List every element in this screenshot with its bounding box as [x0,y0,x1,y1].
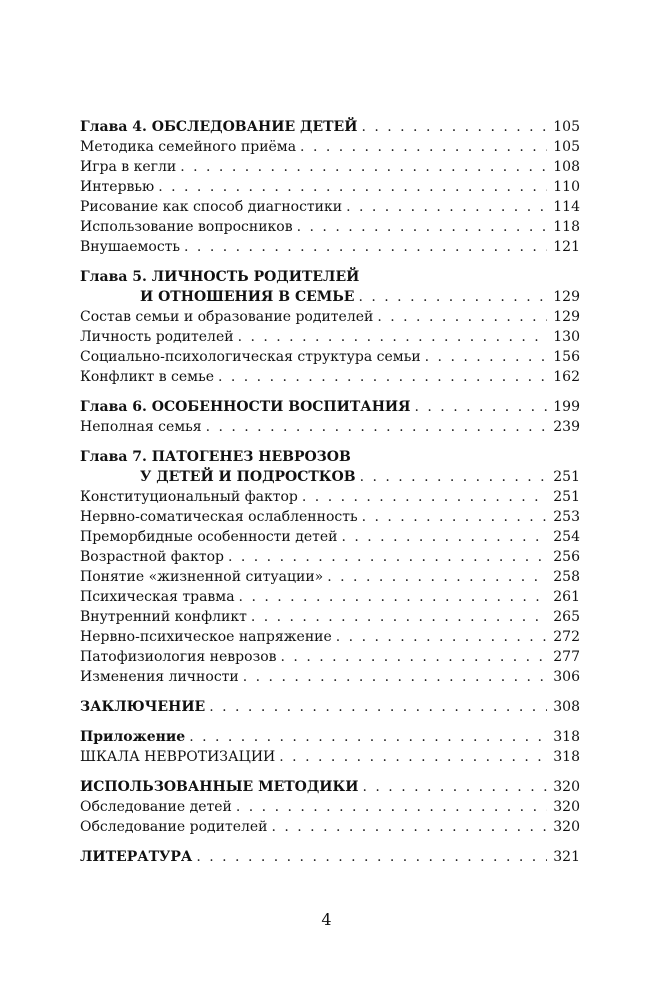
dot-leader [341,527,547,547]
chapter-title-line-1[interactable]: Глава 5. ЛИЧНОСТЬ РОДИТЕЛЕЙ [80,269,360,285]
section-title: Приложение [80,729,186,745]
toc-item[interactable] [80,817,580,837]
item-label: Обследование детей [80,799,232,815]
page-number: 4 [321,910,332,929]
page-ref: 318 [553,749,580,765]
toc-item[interactable] [80,417,580,437]
toc-item[interactable] [80,157,580,177]
toc-item[interactable] [80,647,580,667]
item-label: Внутренний конфликт [80,609,247,625]
dot-leader [196,847,547,867]
chapter-title-line-2: И ОТНОШЕНИЯ В СЕМЬЕ [140,289,355,305]
chapter-title-line-1[interactable]: Глава 7. ПАТОГЕНЕЗ НЕВРОЗОВ [80,449,351,465]
toc-item[interactable] [80,347,580,367]
page-ref: 110 [553,179,580,195]
page-ref: 253 [553,509,580,525]
page-ref: 114 [553,199,580,215]
item-label: Преморбидные особенности детей [80,529,338,545]
item-label: Конституциональный фактор [80,489,298,505]
page-ref: 258 [553,569,580,585]
item-label: Патофизиология неврозов [80,649,277,665]
dot-leader [415,397,548,417]
page-ref: 199 [553,399,580,415]
toc-item[interactable] [80,507,580,527]
item-label: Изменения личности [80,669,239,685]
item-label: Понятие «жизненной ситуации» [80,569,324,585]
page-ref: 105 [553,139,580,155]
page-ref: 254 [553,529,580,545]
dot-leader [281,647,548,667]
dot-leader [346,197,547,217]
toc-item[interactable] [80,237,580,257]
dot-leader [362,507,548,527]
page-ref: 272 [553,629,580,645]
item-label: Личность родителей [80,329,234,345]
toc-chapter-4[interactable] [80,117,580,137]
dot-leader [189,727,547,747]
dot-leader [360,467,548,487]
page-ref: 265 [553,609,580,625]
item-label: Использование вопросников [80,219,293,235]
dot-leader [236,797,547,817]
chapter-title: Глава 4. ОБСЛЕДОВАНИЕ ДЕТЕЙ [80,119,358,135]
page-ref: 129 [553,309,580,325]
dot-leader [239,587,548,607]
dot-leader [377,307,547,327]
dot-leader [302,487,547,507]
toc-conclusion[interactable] [80,697,580,717]
page-ref: 320 [553,779,580,795]
toc-item[interactable] [80,527,580,547]
toc-item[interactable] [80,547,580,567]
toc-item[interactable] [80,217,580,237]
section-title: ЛИТЕРАТУРА [80,849,193,865]
page-ref: 320 [553,799,580,815]
toc-item[interactable] [80,747,580,767]
page-ref: 121 [553,239,580,255]
toc-literature[interactable] [80,847,580,867]
page-ref: 118 [553,219,580,235]
item-label: Конфликт в семье [80,369,214,385]
page-ref: 156 [553,349,580,365]
toc-item[interactable] [80,797,580,817]
dot-leader [361,117,547,137]
item-label: Возрастной фактор [80,549,224,565]
toc-item[interactable] [80,367,580,387]
page-ref: 129 [553,289,580,305]
dot-leader [336,627,547,647]
item-label: Рисование как способ диагностики [80,199,343,215]
dot-leader [238,327,548,347]
page-ref: 318 [553,729,580,745]
toc-item[interactable] [80,587,580,607]
toc-chapter-5[interactable] [80,287,580,307]
page-ref: 239 [553,419,580,435]
toc-item[interactable] [80,177,580,197]
page-ref: 162 [553,369,580,385]
toc-chapter-7[interactable] [80,467,580,487]
table-of-contents [80,117,580,867]
item-label: Игра в кегли [80,159,177,175]
page-ref: 261 [553,589,580,605]
item-label: Внушаемость [80,239,181,255]
dot-leader [425,347,548,367]
item-label: Методика семейного приёма [80,139,297,155]
dot-leader [251,607,547,627]
item-label: Обследование родителей [80,819,268,835]
toc-methods[interactable] [80,777,580,797]
dot-leader [363,777,548,797]
toc-item[interactable] [80,487,580,507]
dot-leader [184,237,547,257]
toc-item[interactable] [80,307,580,327]
item-label: Состав семьи и образование родителей [80,309,374,325]
page-ref: 321 [553,849,580,865]
dot-leader [271,817,547,837]
toc-item[interactable] [80,667,580,687]
page-ref: 251 [553,489,580,505]
dot-leader [358,287,547,307]
item-label: Интервью [80,179,155,195]
page-ref: 306 [553,669,580,685]
item-label: Социально-психологическая структура семьи [80,349,421,365]
item-label: Нервно-соматическая ослабленность [80,509,358,525]
dot-leader [218,367,547,387]
dot-leader [158,177,547,197]
dot-leader [180,157,547,177]
toc-item[interactable] [80,137,580,157]
toc-item[interactable] [80,627,580,647]
item-label: Неполная семья [80,419,202,435]
item-label: Психическая травма [80,589,235,605]
page-ref: 308 [553,699,580,715]
toc-appendix[interactable] [80,727,580,747]
toc-item[interactable] [80,197,580,217]
dot-leader [209,697,547,717]
page-ref: 277 [553,649,580,665]
dot-leader [297,217,548,237]
page-ref: 130 [553,329,580,345]
item-label: Нервно-психическое напряжение [80,629,332,645]
item-label: ШКАЛА НЕВРОТИЗАЦИИ [80,749,276,765]
page-ref: 108 [553,159,580,175]
dot-leader [300,137,547,157]
page-ref: 105 [553,119,580,135]
dot-leader [228,547,547,567]
chapter-title: Глава 6. ОСОБЕННОСТИ ВОСПИТАНИЯ [80,399,411,415]
section-title: ЗАКЛЮЧЕНИЕ [80,699,206,715]
section-title: ИСПОЛЬЗОВАННЫЕ МЕТОДИКИ [80,779,359,795]
dot-leader [206,417,548,437]
toc-chapter-6[interactable] [80,397,580,417]
page-ref: 251 [553,469,580,485]
dot-leader [279,747,547,767]
dot-leader [243,667,548,687]
chapter-title-line-2: У ДЕТЕЙ И ПОДРОСТКОВ [140,469,356,485]
page-ref: 256 [553,549,580,565]
toc-item[interactable] [80,327,580,347]
page-ref: 320 [553,819,580,835]
toc-item[interactable] [80,567,580,587]
dot-leader [327,567,547,587]
toc-item[interactable] [80,607,580,627]
